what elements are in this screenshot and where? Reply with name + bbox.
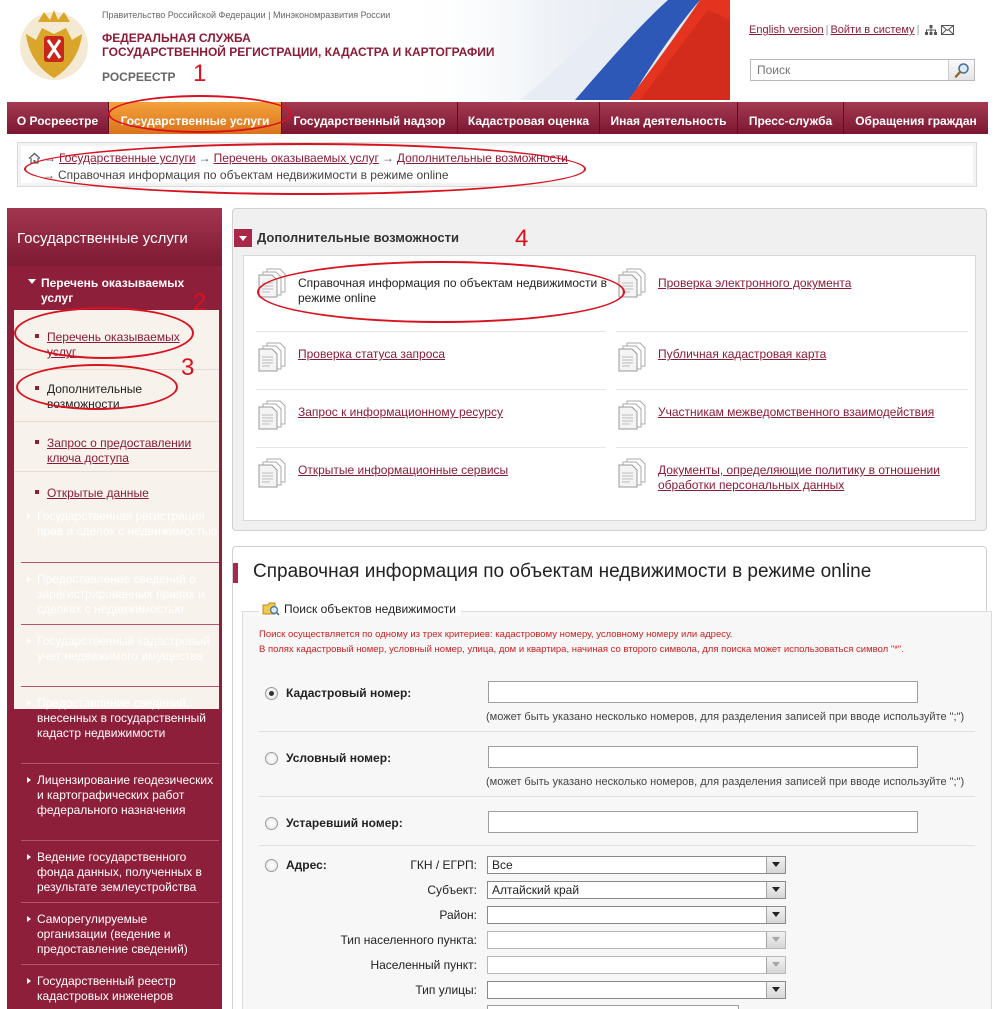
nav-citizen-appeals[interactable]: Обращения граждан (855, 114, 977, 128)
subject-label: Субъект: (427, 883, 477, 897)
government-line: Правительство Российской Федерации | Минэкономразвития России (102, 10, 391, 20)
chevron-right-icon (27, 700, 31, 706)
property-search-panel (232, 546, 987, 1009)
document-icon (618, 268, 646, 298)
radio-outdated-number[interactable] (265, 817, 278, 830)
dropdown-arrow-icon (766, 907, 785, 923)
coat-of-arms-icon[interactable] (14, 4, 94, 86)
settlement-label: Населенный пункт: (370, 958, 477, 972)
district-label: Район: (439, 908, 477, 922)
breadcrumb-state-services[interactable]: Государственные услуги (59, 151, 196, 165)
nav-state-supervision[interactable]: Государственный надзор (282, 102, 458, 134)
document-icon (258, 458, 286, 488)
option-verify-document[interactable] (614, 264, 964, 322)
breadcrumb-services-list[interactable]: Перечень оказываемых услуг (213, 151, 379, 165)
sidebar-sub-access-key[interactable] (14, 422, 219, 472)
bullet-square-icon (35, 386, 39, 390)
row-divider (259, 731, 975, 732)
outdated-number-input[interactable] (488, 811, 918, 833)
cadastral-number-input[interactable] (488, 681, 918, 703)
option-divider (616, 389, 968, 390)
cadastral-number-label: Кадастровый номер: (286, 686, 412, 700)
agency-title[interactable] (102, 31, 494, 59)
row-divider (259, 796, 975, 797)
search-notice-criteria: Поиск осуществляется по одному из трех критериев: кадастровому номеру, условному номеру или адресу. (259, 629, 733, 640)
chevron-right-icon (27, 916, 31, 922)
options-grid (243, 255, 976, 521)
cadastral-number-hint: (может быть указано несколько номеров, для разделения записей при вводе используйте ";") (486, 711, 965, 723)
chevron-right-icon (27, 638, 31, 644)
row-divider (259, 845, 975, 846)
nav-cadastral-valuation[interactable]: Кадастровая оценка (458, 102, 600, 134)
english-version-link[interactable]: English version (749, 24, 824, 36)
search-panel-title (233, 561, 871, 583)
magnifier-icon (954, 62, 970, 78)
option-label[interactable]: Открытые информационные сервисы (298, 463, 509, 477)
gkn-egrp-select[interactable] (487, 856, 786, 874)
street-input[interactable] (487, 1005, 739, 1009)
address-label: Адрес: (286, 858, 327, 872)
sidebar-sub-label: Дополнительные возможности (47, 382, 142, 411)
document-icon (618, 458, 646, 488)
additional-options-panel (232, 208, 987, 531)
sidebar-item-label: Государственный кадастровый учет недвижимого имущества (37, 634, 211, 663)
sidebar-item-label: Ведение государственного фонда данных, полученных в результате землеустройства (37, 850, 202, 894)
option-divider (256, 447, 606, 448)
annotation-number-4: 4 (515, 225, 529, 252)
search-fieldset (242, 602, 992, 1009)
agency-title-line-1: ФЕДЕРАЛЬНАЯ СЛУЖБА (102, 31, 251, 45)
sidebar-sub-label[interactable]: Открытые данные (47, 486, 149, 500)
sidebar-item-engineers-registry[interactable] (21, 964, 219, 1009)
site-header (0, 0, 995, 100)
folder-search-icon (262, 602, 280, 616)
breadcrumb-additional-options[interactable]: Дополнительные возможности (396, 151, 568, 165)
sidebar-title: Государственные услуги (7, 208, 222, 266)
main-navigation (7, 102, 988, 134)
sidebar-item-label: Предоставление сведений о зарегистрированных правах и сделках с недвижимостью (37, 572, 205, 616)
title-accent-bar (233, 563, 238, 583)
radio-conditional-number[interactable] (265, 752, 278, 765)
option-public-cadastral-map[interactable] (614, 338, 964, 396)
sidebar-item-label: Государственный реестр кадастровых инженеров (37, 974, 176, 1003)
nav-state-services[interactable]: Государственные услуги (109, 102, 282, 134)
sidebar-sub-services-list[interactable] (14, 318, 219, 370)
district-select[interactable] (487, 906, 786, 924)
option-divider (616, 331, 968, 332)
nav-press-service[interactable]: Пресс-служба (738, 102, 844, 134)
fieldset-legend-text: Поиск объектов недвижимости (284, 602, 457, 616)
search-input[interactable] (751, 60, 948, 80)
option-label[interactable]: Публичная кадастровая карта (658, 347, 827, 361)
collapse-toggle-icon[interactable] (234, 229, 252, 247)
settlement-type-select[interactable] (487, 931, 786, 949)
sidebar (7, 208, 222, 1009)
brand-name: РОСРЕЕСТР (102, 70, 176, 84)
chevron-right-icon (27, 854, 31, 860)
option-label[interactable]: Проверка электронного документа (658, 276, 852, 290)
option-divider (616, 447, 968, 448)
sidebar-item-cadastre-info[interactable] (21, 686, 219, 763)
option-online-info[interactable] (254, 264, 607, 322)
sitemap-icon[interactable] (925, 25, 937, 35)
login-link[interactable]: Войти в систему (830, 24, 915, 36)
breadcrumb: → Государственные услуги → Перечень оказываемых услуг → Дополнительные возможности → Справочная информация по объектам недвижимости в режиме online (17, 142, 977, 187)
document-icon (258, 400, 286, 430)
settlement-select[interactable] (487, 956, 786, 974)
chevron-right-icon (27, 978, 31, 984)
document-icon (618, 400, 646, 430)
annotation-number-2: 2 (193, 289, 207, 316)
sidebar-section-head[interactable] (14, 266, 219, 310)
sidebar-item-label: Саморегулируемые организации (ведение и предоставление сведений) (37, 912, 188, 956)
search-panel-title-text: Справочная информация по объектам недвижимости в режиме online (253, 561, 872, 582)
sidebar-sub-label[interactable]: Перечень оказываемых услуг (47, 330, 180, 359)
dropdown-arrow-icon (766, 932, 785, 948)
chevron-right-icon (27, 513, 31, 519)
option-personal-data-policy[interactable] (614, 454, 964, 512)
annotation-number-1: 1 (193, 60, 207, 87)
sidebar-item-label: Предоставление сведений, внесенных в государственный кадастр недвижимости (37, 696, 207, 740)
bullet-square-icon (35, 334, 39, 338)
conditional-number-label: Условный номер: (286, 751, 392, 765)
settlement-type-label: Тип населенного пункта: (340, 933, 477, 947)
mail-icon[interactable] (941, 25, 954, 35)
sidebar-item-rights-registration[interactable] (21, 500, 219, 562)
option-divider (256, 389, 606, 390)
sidebar-item-licensing[interactable] (21, 763, 219, 840)
document-icon (618, 342, 646, 372)
outdated-number-label: Устаревший номер: (286, 816, 403, 830)
nav-about[interactable]: О Росреестре (7, 102, 109, 134)
document-icon (258, 342, 286, 372)
sidebar-item-label: Государственная регистрация прав и сделок с недвижимостью (37, 509, 218, 538)
option-interagency[interactable] (614, 396, 964, 454)
fieldset-legend (259, 602, 461, 616)
site-search (750, 59, 975, 81)
sidebar-section-label: Перечень оказываемых услуг (41, 276, 185, 305)
dropdown-arrow-icon (766, 882, 785, 898)
top-links: English version | Войти в систему | (749, 24, 954, 36)
option-label[interactable]: Запрос к информационному ресурсу (298, 405, 503, 419)
annotation-number-3: 3 (181, 354, 195, 381)
conditional-number-input[interactable] (488, 746, 918, 768)
sidebar-item-rights-info[interactable] (21, 562, 219, 624)
option-info-resource-request[interactable] (254, 396, 604, 454)
radio-cadastral-number[interactable] (265, 687, 278, 700)
chevron-right-icon (27, 777, 31, 783)
option-label[interactable]: Участникам межведомственного взаимодействия (658, 405, 935, 419)
options-panel-title: Дополнительные возможности (257, 230, 459, 245)
street-type-label: Тип улицы: (415, 983, 477, 997)
option-label[interactable]: Документы, определяющие политику в отношении обработки персональных данных (658, 463, 940, 492)
conditional-number-hint: (может быть указано несколько номеров, для разделения записей при вводе используйте ";") (486, 776, 965, 788)
dropdown-arrow-icon (766, 957, 785, 973)
option-label[interactable]: Проверка статуса запроса (298, 347, 446, 361)
select-value: Алтайский край (492, 883, 580, 897)
document-icon (258, 268, 286, 298)
bullet-square-icon (35, 490, 39, 494)
radio-address[interactable] (265, 859, 278, 872)
dropdown-arrow-icon (766, 982, 785, 998)
sidebar-sub-additional-options[interactable] (14, 370, 219, 422)
dropdown-arrow-icon (766, 857, 785, 873)
nav-other-activity[interactable]: Иная деятельность (600, 102, 738, 134)
bullet-square-icon (35, 440, 39, 444)
option-divider (256, 331, 606, 332)
sidebar-item-label: Лицензирование геодезических и картографических работ федерального назначения (37, 773, 214, 817)
option-open-services[interactable] (254, 454, 604, 512)
gkn-egrp-label: ГКН / ЕГРП: (410, 858, 477, 872)
search-button[interactable] (948, 60, 974, 80)
street-type-select[interactable] (487, 981, 786, 999)
subject-select[interactable] (487, 881, 786, 899)
expand-triangle-icon (28, 279, 36, 284)
option-request-status[interactable] (254, 338, 604, 396)
option-label: Справочная информация по объектам недвижимости в режиме online (298, 276, 607, 305)
home-icon[interactable] (28, 152, 41, 164)
select-value: Все (492, 858, 513, 872)
sidebar-item-cadastral-registration[interactable] (21, 624, 219, 686)
search-notice-wildcard: В полях кадастровый номер, условный номер, улица, дом и квартира, начиная со второго символа, для поиска может использоваться символ "*". (259, 644, 904, 655)
agency-title-line-2: ГОСУДАРСТВЕННОЙ РЕГИСТРАЦИИ, КАДАСТРА И КАРТОГРАФИИ (102, 45, 495, 59)
sidebar-sub-label[interactable]: Запрос о предоставлении ключа доступа (47, 436, 192, 465)
breadcrumb-current: Справочная информация по объектам недвижимости в режиме online (58, 168, 449, 182)
sidebar-item-sro[interactable] (21, 902, 219, 964)
chevron-right-icon (27, 576, 31, 582)
sidebar-item-land-fund[interactable] (21, 840, 219, 902)
